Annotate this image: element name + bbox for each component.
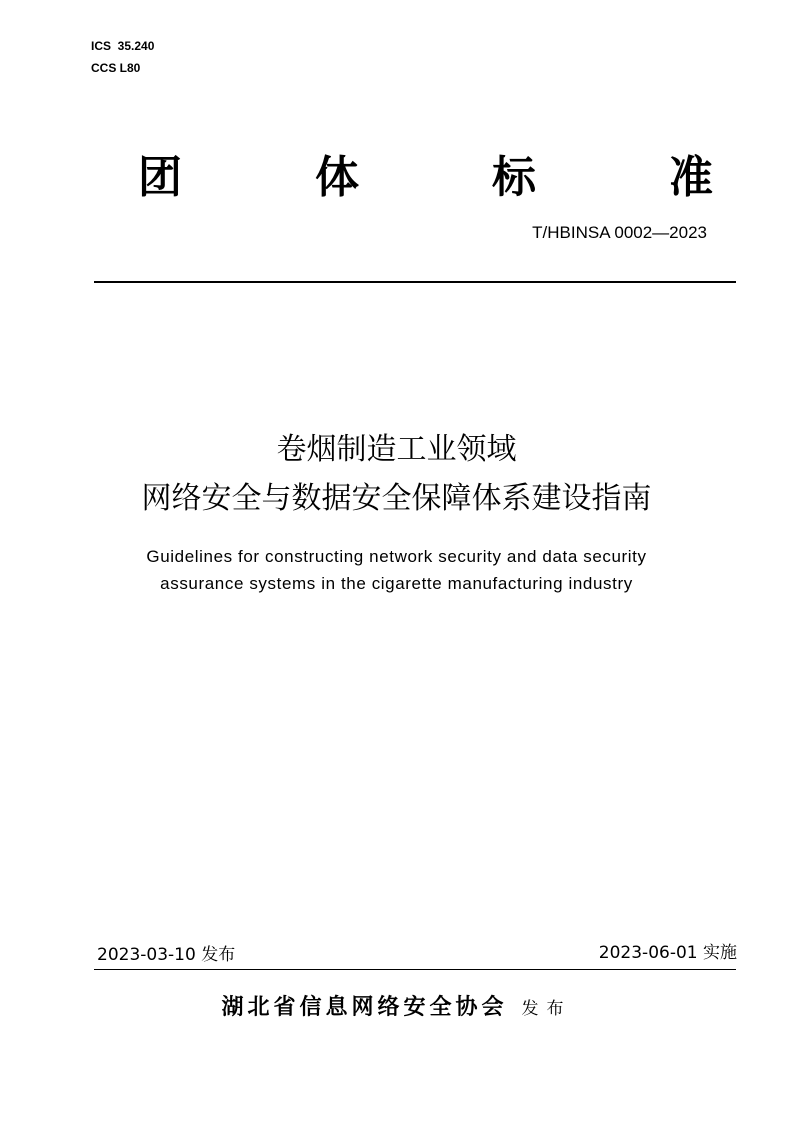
english-title-line-1: Guidelines for constructing network security and data security <box>146 547 647 566</box>
standard-code: T/HBINSA 0002—2023 <box>532 223 707 242</box>
chinese-title-line-2: 网络安全与数据安全保障体系建设指南 <box>141 481 652 516</box>
title-char-3: 标 <box>492 152 536 203</box>
document-type-title <box>138 148 713 208</box>
english-title-line-2: assurance systems in the cigarette manufacturing industry <box>160 574 633 593</box>
publisher-line <box>0 993 793 1024</box>
header-divider <box>94 281 736 283</box>
ics-code: ICS 35.240 <box>91 39 155 53</box>
publisher-organization: 湖北省信息网络安全协会 <box>221 995 508 1020</box>
chinese-title-line-1: 卷烟制造工业领域 <box>276 432 517 467</box>
title-char-1: 团 <box>138 152 182 203</box>
implement-date: 2023-06-01 实施 <box>598 943 737 963</box>
publisher-issued-label: 发布 <box>521 999 572 1019</box>
footer-divider <box>94 969 736 970</box>
ccs-code: CCS L80 <box>91 61 141 75</box>
title-char-2: 体 <box>315 152 359 203</box>
title-char-4: 准 <box>669 152 713 203</box>
publish-date: 2023-03-10 发布 <box>97 945 236 965</box>
